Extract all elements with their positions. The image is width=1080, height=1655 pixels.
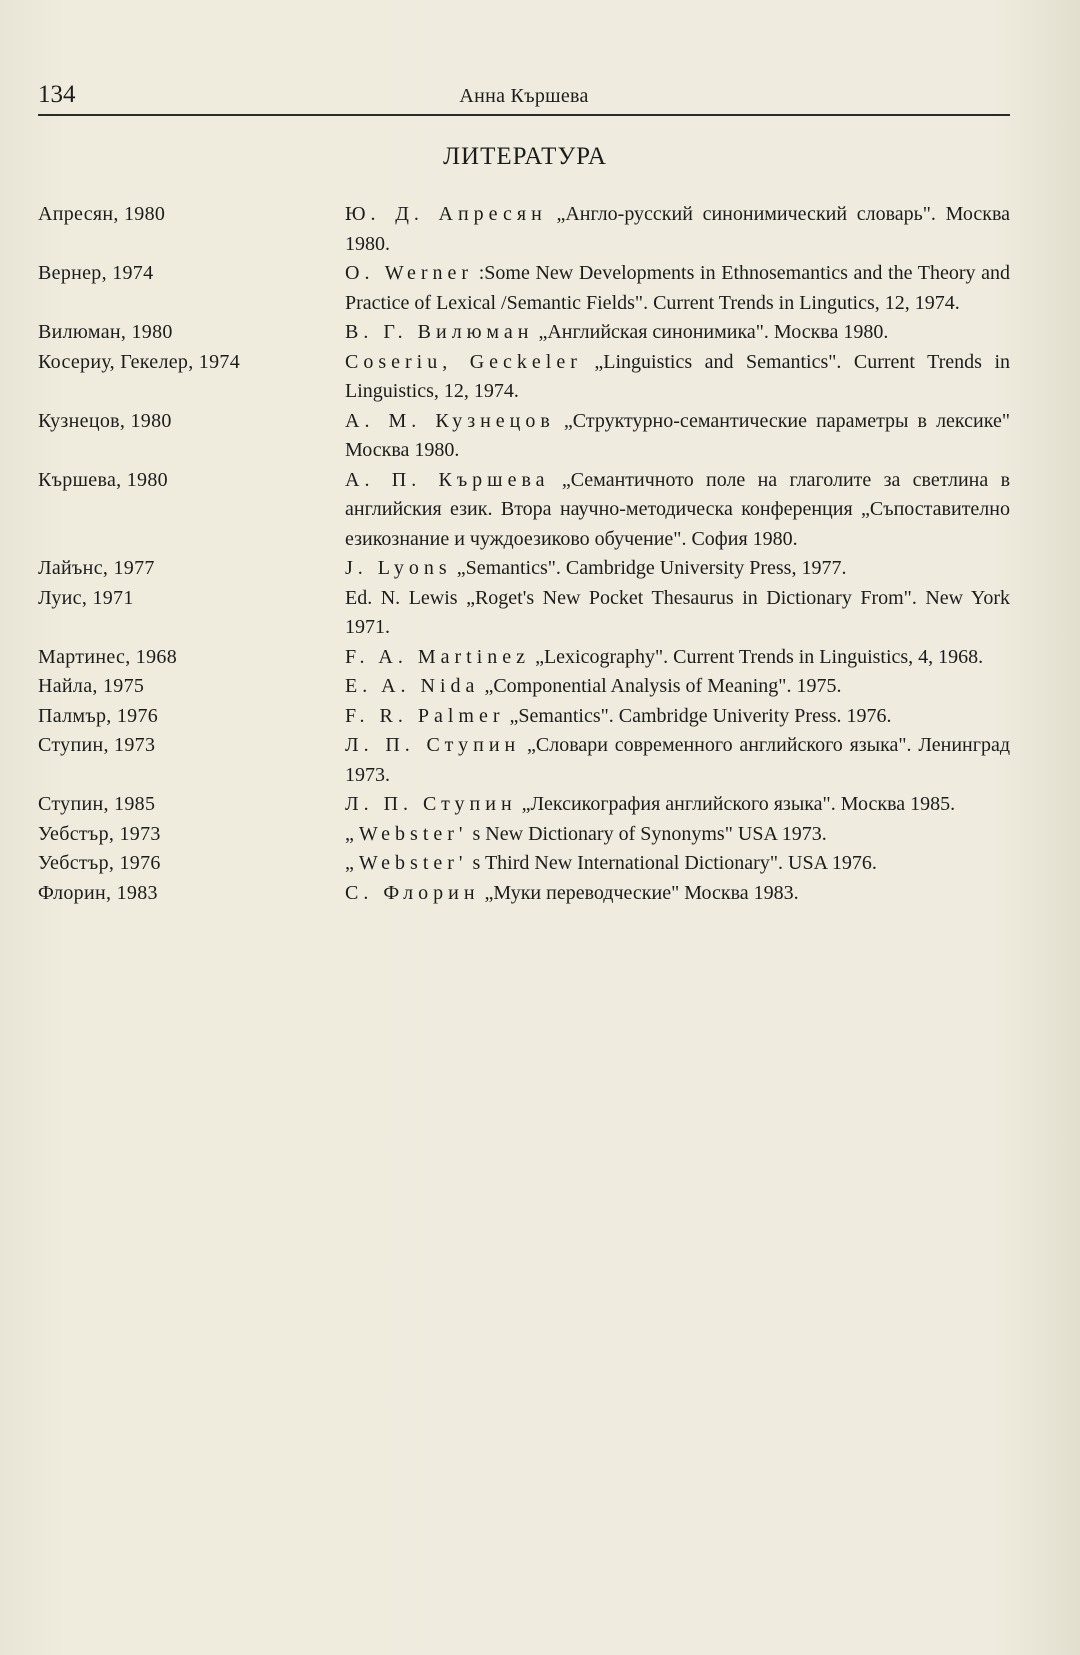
reference-entry <box>38 200 1010 259</box>
reference-key: Вернер, 1974 <box>38 262 154 284</box>
reference-key: Кузнецов, 1980 <box>38 409 172 432</box>
reference-entry <box>38 702 1010 732</box>
reference-body: „Semantics". Cambridge University Press, 1977. <box>451 557 847 579</box>
reference-body: „Структурно-семантические параметры в лексике" Москва 1980. <box>345 409 1010 461</box>
reference-author: В. Г. Вилюман <box>345 321 534 343</box>
reference-entry <box>38 318 1010 348</box>
reference-entry <box>38 849 1010 879</box>
reference-text <box>345 554 1010 584</box>
reference-entry <box>38 790 1010 820</box>
reference-text <box>345 702 1010 732</box>
reference-body: s Third New International Dictionary". USA 1976. <box>467 852 877 874</box>
reference-entry <box>38 731 1010 790</box>
reference-author: „Webster' <box>345 852 468 874</box>
reference-key: Уебстър, 1973 <box>38 822 161 845</box>
reference-key: Мартинес, 1968 <box>38 645 177 668</box>
reference-author: „Webster' <box>345 822 468 845</box>
reference-body: :Some New Developments in Ethnosemantics and the Theory and Practice of Lexical /Semantic Fields". Current Trends in Lingutics, 12, 1974. <box>345 262 1010 314</box>
reference-body: „Английская синонимика". Москва 1980. <box>533 321 889 343</box>
reference-entry <box>38 554 1010 584</box>
reference-key: Палмър, 1976 <box>38 704 159 727</box>
running-head: Анна Кършева <box>459 85 589 107</box>
reference-author: Л. П. Ступин <box>345 793 517 815</box>
reference-entry <box>38 348 1010 407</box>
reference-text <box>345 643 1010 673</box>
reference-key: Луис, 1971 <box>38 586 134 609</box>
reference-text <box>345 407 1010 466</box>
reference-author: F. A. Martinez <box>345 645 531 668</box>
reference-author: F. R. Palmer <box>345 704 505 727</box>
reference-key: Косериу, Гекелер, 1974 <box>38 350 241 373</box>
reference-text <box>345 790 1010 820</box>
reference-entry <box>38 259 1010 318</box>
reference-key: Найла, 1975 <box>38 675 145 697</box>
section-title: ЛИТЕРАТУРА <box>443 143 607 170</box>
reference-text <box>345 466 1010 555</box>
reference-author: Ю. Д. Апресян <box>345 203 547 225</box>
reference-author: А. М. Кузнецов <box>345 409 555 432</box>
reference-text <box>345 200 1010 259</box>
reference-entry <box>38 466 1010 555</box>
reference-entry <box>38 584 1010 643</box>
reference-key: Апресян, 1980 <box>38 203 166 225</box>
reference-author: Л. П. Ступин <box>345 734 521 756</box>
reference-body: „Linguistics and Semantics". Current Trends in Linguistics, 12, 1974. <box>345 350 1010 402</box>
page-number: 134 <box>38 81 76 108</box>
reference-entry <box>38 643 1010 673</box>
reference-text <box>345 318 1010 348</box>
reference-body: „Словари современного английского языка". Ленинград 1973. <box>345 734 1011 786</box>
reference-entry <box>38 879 1010 909</box>
reference-list <box>38 200 1010 908</box>
reference-text <box>345 348 1010 407</box>
reference-entry <box>38 672 1010 702</box>
reference-text <box>345 731 1010 790</box>
reference-key: Ступин, 1985 <box>38 793 156 815</box>
reference-key: Ступин, 1973 <box>38 734 156 756</box>
reference-body: „Муки переводческие" Москва 1983. <box>479 881 799 904</box>
reference-text <box>345 584 1010 643</box>
reference-author: J. Lyons <box>345 557 452 579</box>
reference-key: Лайънс, 1977 <box>38 557 155 579</box>
reference-body: „Semantics". Cambridge Univerity Press. 1976. <box>504 704 892 727</box>
reference-body: „Лексикография английского языка". Москва 1985. <box>516 793 956 815</box>
page-header <box>38 80 1010 116</box>
reference-key: Флорин, 1983 <box>38 881 158 904</box>
reference-entry <box>38 407 1010 466</box>
reference-body: s New Dictionary of Synonyms" USA 1973. <box>467 822 827 845</box>
reference-author: А. П. Кършева <box>345 468 550 491</box>
reference-text <box>345 672 1010 702</box>
reference-key: Кършева, 1980 <box>38 468 168 491</box>
reference-text <box>345 849 1010 879</box>
reference-author: E. A. Nida <box>345 675 480 697</box>
reference-body: „Англо-русский синонимический словарь". Москва 1980. <box>345 203 1010 255</box>
reference-author: O. Werner <box>345 262 474 284</box>
reference-text <box>345 820 1010 850</box>
reference-key: Уебстър, 1976 <box>38 852 161 874</box>
reference-author: С. Флорин <box>345 881 480 904</box>
reference-body: „Componential Analysis of Meaning". 1975. <box>479 675 842 697</box>
reference-body: „Lexicography". Current Trends in Linguistics, 4, 1968. <box>530 645 984 668</box>
reference-text <box>345 879 1010 909</box>
reference-author: Coseriu, Geckeler <box>345 350 582 373</box>
reference-key: Вилюман, 1980 <box>38 321 173 343</box>
reference-entry <box>38 820 1010 850</box>
reference-body: „Семантичното поле на глаголите за светлина в английския език. Втора научно-методическа конференция „Съпоставително езикознание и чуждоезиково обучение". София 1980. <box>345 468 1011 550</box>
reference-text <box>345 259 1010 318</box>
reference-body: Ed. N. Lewis „Roget's New Pocket Thesaurus in Dictionary From". New York 1971. <box>345 586 1010 638</box>
